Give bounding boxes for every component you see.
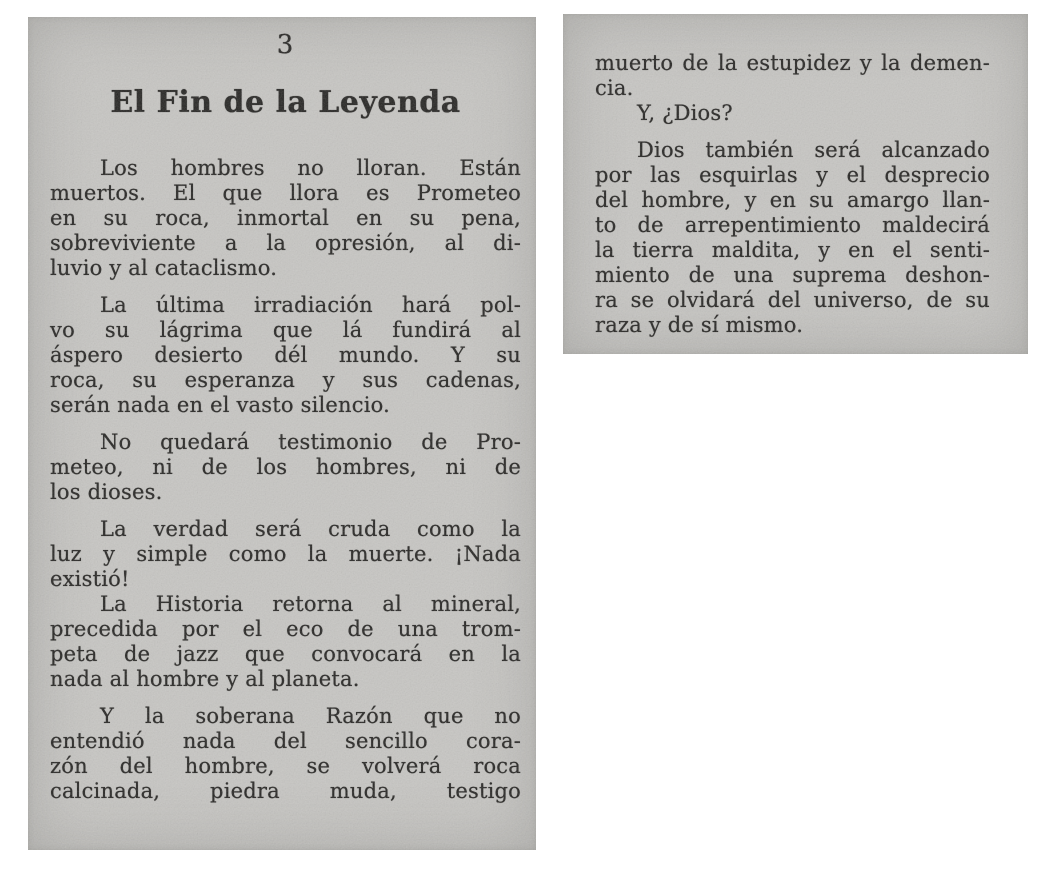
text-line: muerto de la estupidez y la demen-: [595, 51, 990, 75]
text-line: sobreviviente a la opresión, al di-: [50, 231, 521, 255]
text-line: existió!: [50, 567, 130, 591]
text-line: La Historia retorna al mineral,: [100, 592, 521, 616]
text-line: muertos. El que llora es Prometeo: [50, 181, 521, 205]
text-line: No quedará testimonio de Pro-: [100, 430, 521, 454]
text-line: por las esquirlas y el desprecio: [595, 163, 990, 187]
text-line: Los hombres no lloran. Están: [100, 156, 521, 180]
text-line: vo su lágrima que lá fundirá al: [50, 318, 521, 342]
text-line: roca, su esperanza y sus cadenas,: [50, 368, 521, 392]
text-line: serán nada en el vasto silencio.: [50, 393, 391, 417]
text-line: en su roca, inmortal en su pena,: [50, 206, 521, 230]
right-paragraphs: [595, 51, 990, 338]
paragraph: [595, 138, 990, 338]
chapter-title: El Fin de la Leyenda: [110, 85, 461, 120]
left-column-scan: [28, 17, 536, 850]
paragraph: [50, 592, 521, 692]
text-line: zón del hombre, se volverá roca: [50, 754, 521, 778]
text-line: entendió nada del sencillo cora-: [50, 729, 521, 753]
paragraph: [50, 156, 521, 281]
text-line: Y, ¿Dios?: [637, 101, 733, 125]
text-line: calcinada, piedra muda, testigo: [50, 779, 521, 803]
text-line: Y la soberana Razón que no: [100, 704, 521, 728]
text-line: nada al hombre y al planeta.: [50, 667, 360, 691]
text-line: cia.: [595, 76, 634, 100]
paragraph: [595, 51, 990, 101]
paragraph: [50, 517, 521, 592]
paragraph: [50, 430, 521, 505]
text-line: La verdad será cruda como la: [100, 517, 521, 541]
text-line: ra se olvidará del universo, de su: [595, 288, 990, 312]
text-line: meteo, ni de los hombres, ni de: [50, 455, 521, 479]
text-line: La última irradiación hará pol-: [100, 293, 521, 317]
paragraph: [595, 101, 990, 126]
right-column-scan: [563, 14, 1028, 354]
page-number: 3: [276, 30, 295, 60]
text-line: Dios también será alcanzado: [637, 138, 990, 162]
text-line: peta de jazz que convocará en la: [50, 642, 521, 666]
text-line: los dioses.: [50, 480, 163, 504]
text-line: precedida por el eco de una trom-: [50, 617, 521, 641]
text-line: áspero desierto dél mundo. Y su: [50, 343, 521, 367]
text-line: miento de una suprema deshon-: [595, 263, 990, 287]
text-line: to de arrepentimiento maldecirá: [595, 213, 990, 237]
paragraph: [50, 704, 521, 804]
paragraph: [50, 293, 521, 418]
text-line: del hombre, y en su amargo llan-: [595, 188, 990, 212]
text-line: la tierra maldita, y en el senti-: [595, 238, 990, 262]
left-column-content: [28, 17, 536, 804]
text-line: luvio y al cataclismo.: [50, 256, 278, 280]
text-line: raza y de sí mismo.: [595, 313, 804, 337]
right-column-content: [563, 14, 1028, 338]
left-paragraphs: [50, 156, 521, 804]
text-line: luz y simple como la muerte. ¡Nada: [50, 542, 521, 566]
